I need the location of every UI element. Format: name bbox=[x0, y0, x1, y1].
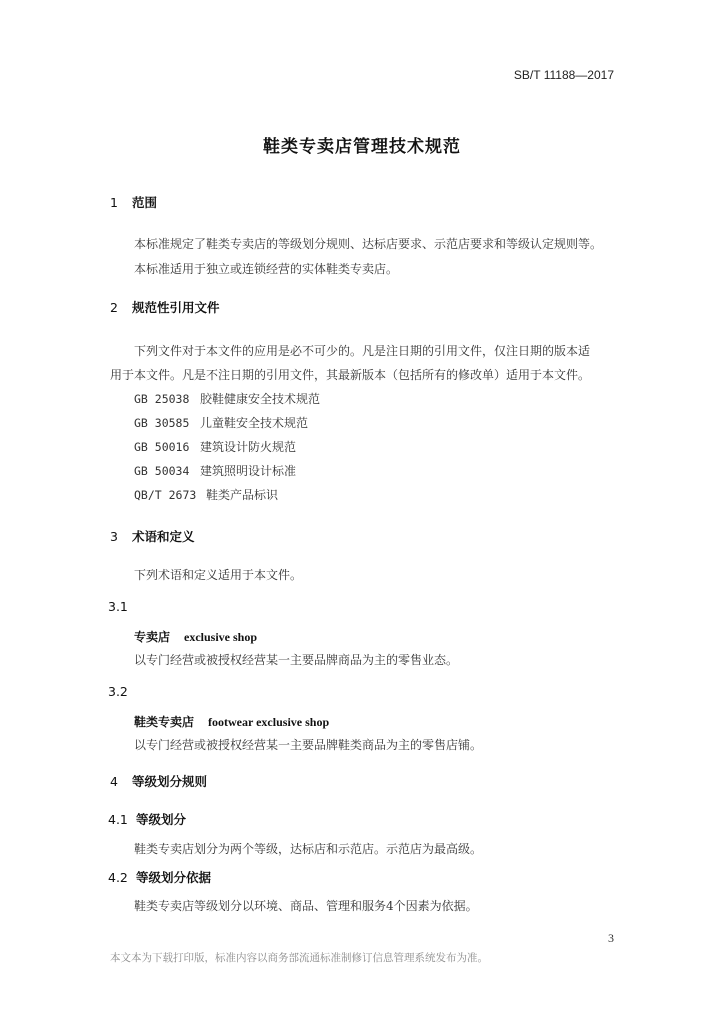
term-3-2-number: 3.2 bbox=[108, 684, 128, 699]
section-3-number: 3 bbox=[110, 529, 118, 544]
section-1-title: 范围 bbox=[132, 195, 158, 210]
section-4-title: 等级划分规则 bbox=[132, 774, 208, 789]
section-1-paragraph-2: 本标准适用于独立或连锁经营的实体鞋类专卖店。 bbox=[134, 262, 399, 276]
reference-name: 鞋类产品标识 bbox=[206, 488, 279, 502]
subsection-4-2-text: 鞋类专卖店等级划分以环境、商品、管理和服务4个因素为依据。 bbox=[134, 899, 478, 913]
term-3-1-number: 3.1 bbox=[108, 599, 128, 614]
page-number: 3 bbox=[608, 931, 614, 945]
reference-name: 建筑设计防火规范 bbox=[200, 440, 297, 454]
normative-reference bbox=[134, 486, 278, 503]
term-en: exclusive shop bbox=[184, 630, 258, 644]
reference-code: GB 50034 bbox=[134, 464, 190, 478]
reference-name: 胶鞋健康安全技术规范 bbox=[200, 392, 321, 406]
subsection-4-1-number: 4.1 bbox=[108, 812, 128, 827]
subsection-4-1-heading bbox=[108, 810, 186, 828]
subsection-4-2-heading bbox=[108, 868, 211, 886]
section-2-number: 2 bbox=[110, 300, 118, 315]
section-2-heading bbox=[110, 298, 220, 316]
section-4-heading bbox=[110, 772, 207, 790]
term-3-2-title bbox=[134, 713, 329, 730]
section-4-number: 4 bbox=[110, 774, 118, 789]
reference-code: GB 25038 bbox=[134, 392, 190, 406]
reference-name: 建筑照明设计标准 bbox=[200, 464, 297, 478]
section-1-paragraph-1: 本标准规定了鞋类专卖店的等级划分规则、达标店要求、示范店要求和等级认定规则等。 bbox=[134, 237, 603, 251]
section-2-paragraph-1: 下列文件对于本文件的应用是必不可少的。凡是注日期的引用文件，仅注日期的版本适 bbox=[134, 344, 591, 358]
section-2-title: 规范性引用文件 bbox=[132, 300, 220, 315]
subsection-4-1-text: 鞋类专卖店划分为两个等级，达标店和示范店。示范店为最高级。 bbox=[134, 842, 483, 856]
term-zh: 专卖店 bbox=[134, 630, 171, 644]
document-title: 鞋类专卖店管理技术规范 bbox=[263, 137, 461, 157]
term-zh: 鞋类专卖店 bbox=[134, 715, 195, 729]
term-en: footwear exclusive shop bbox=[208, 715, 330, 729]
reference-code: GB 50016 bbox=[134, 440, 190, 454]
subsection-4-2-number: 4.2 bbox=[108, 870, 128, 885]
subsection-4-2-title: 等级划分依据 bbox=[136, 870, 212, 885]
section-3-heading bbox=[110, 527, 195, 545]
section-1-heading bbox=[110, 193, 157, 211]
normative-reference bbox=[134, 462, 296, 479]
reference-code: GB 30585 bbox=[134, 416, 190, 430]
standard-code: SB/T 11188—2017 bbox=[513, 68, 614, 82]
term-3-1-definition: 以专门经营或被授权经营某一主要品牌商品为主的零售业态。 bbox=[134, 653, 459, 667]
section-2-paragraph-2: 用于本文件。凡是不注日期的引用文件，其最新版本（包括所有的修改单）适用于本文件。 bbox=[110, 368, 591, 382]
reference-name: 儿童鞋安全技术规范 bbox=[200, 416, 309, 430]
section-1-number: 1 bbox=[110, 195, 118, 210]
reference-code: QB/T 2673 bbox=[134, 488, 197, 502]
term-3-1-title bbox=[134, 628, 257, 645]
normative-reference bbox=[134, 390, 320, 407]
subsection-4-1-title: 等级划分 bbox=[136, 812, 187, 827]
normative-reference bbox=[134, 438, 296, 455]
normative-reference bbox=[134, 414, 308, 431]
footer-disclaimer: 本文本为下载打印版，标准内容以商务部流通标准制修订信息管理系统发布为准。 bbox=[110, 952, 488, 964]
section-3-paragraph: 下列术语和定义适用于本文件。 bbox=[134, 568, 303, 582]
section-3-title: 术语和定义 bbox=[132, 529, 195, 544]
term-3-2-definition: 以专门经营或被授权经营某一主要品牌鞋类商品为主的零售店铺。 bbox=[134, 738, 483, 752]
